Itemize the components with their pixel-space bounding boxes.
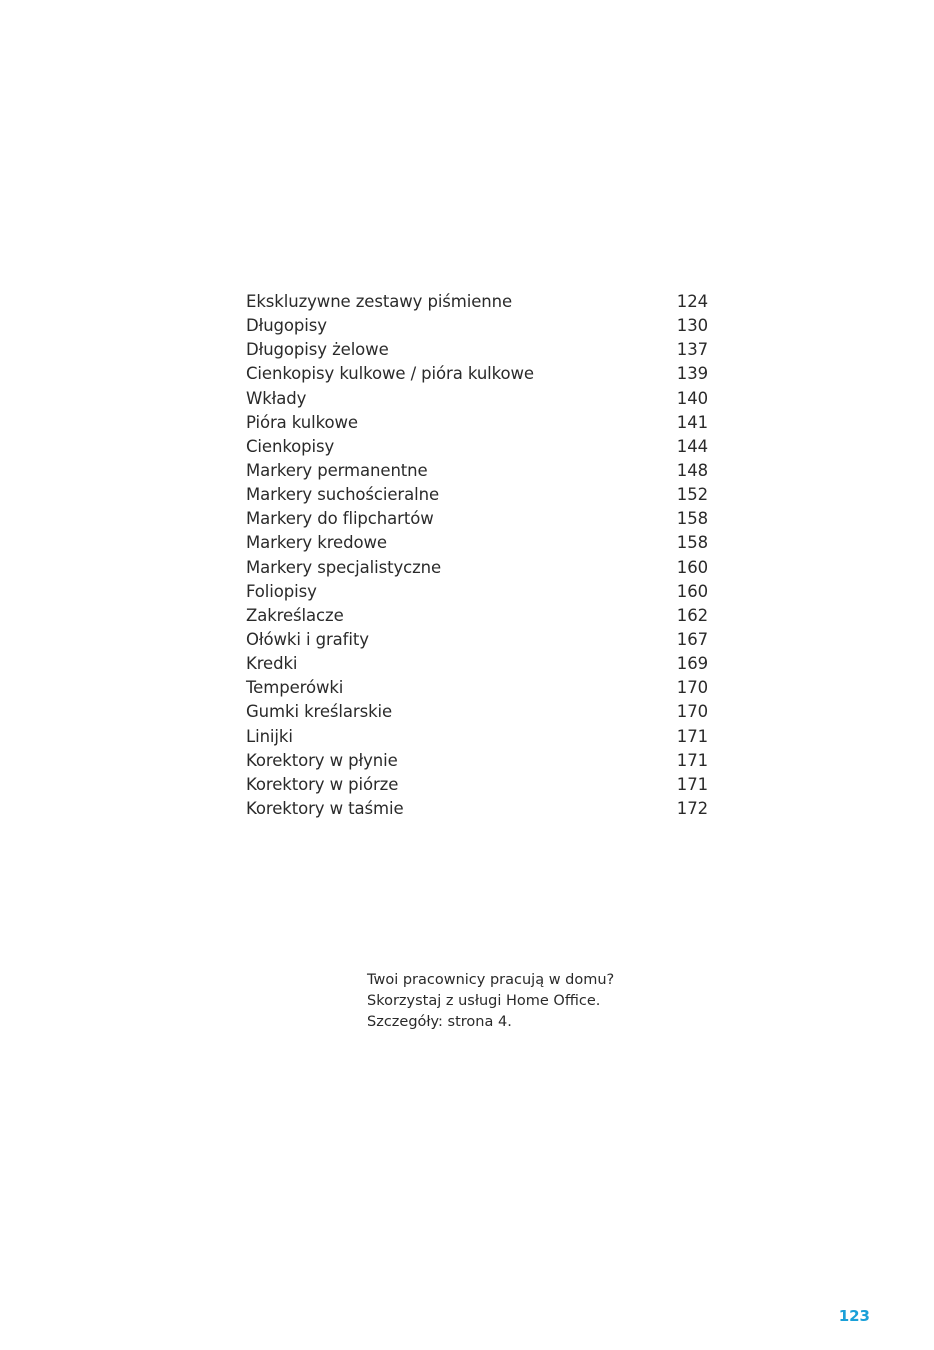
toc-entry bbox=[246, 507, 708, 531]
toc-entry-title: Korektory w taśmie bbox=[246, 798, 404, 818]
toc-entry bbox=[246, 531, 708, 555]
toc-entry-page: 169 bbox=[676, 654, 708, 674]
toc-entry-page: 148 bbox=[676, 460, 708, 480]
toc-entry bbox=[246, 290, 708, 314]
toc-entry-title: Długopisy żelowe bbox=[246, 340, 389, 360]
toc-entry-title: Korektory w płynie bbox=[246, 750, 398, 770]
toc-entry-page: 130 bbox=[676, 316, 708, 336]
toc-entry-page: 167 bbox=[676, 629, 708, 649]
home-office-notice bbox=[367, 970, 687, 1033]
toc-entry-title: Ekskluzywne zestawy piśmienne bbox=[246, 292, 513, 311]
toc-entry-title: Gumki kreślarskie bbox=[246, 702, 393, 722]
toc-entry-title: Cienkopisy bbox=[246, 436, 335, 456]
toc-entry-title: Markery do flipchartów bbox=[246, 509, 434, 529]
toc-entry-page: 171 bbox=[676, 750, 708, 770]
toc-entry bbox=[246, 700, 708, 724]
toc-entry-page: 144 bbox=[676, 436, 708, 456]
toc-entry-page: 158 bbox=[676, 509, 708, 529]
toc-entry-page: 124 bbox=[676, 292, 708, 311]
toc-entry-title: Cienkopisy kulkowe / pióra kulkowe bbox=[246, 364, 534, 384]
toc-entry bbox=[246, 725, 708, 749]
toc-entry-page: 139 bbox=[676, 364, 708, 384]
toc-entry bbox=[246, 676, 708, 700]
toc-entry-title: Markery suchościeralne bbox=[246, 485, 440, 505]
toc-entry bbox=[246, 362, 708, 386]
toc-entry bbox=[246, 483, 708, 507]
toc-entry-title: Długopisy bbox=[246, 316, 327, 336]
toc-entry-title: Markery permanentne bbox=[246, 460, 428, 480]
toc-entry-title: Temperówki bbox=[246, 678, 344, 698]
notice-line-1: Twoi pracownicy pracują w domu? bbox=[367, 972, 615, 988]
toc-entry-title: Markery specjalistyczne bbox=[246, 557, 442, 577]
toc-entry-title: Pióra kulkowe bbox=[246, 412, 358, 432]
toc-entry-page: 170 bbox=[676, 678, 708, 698]
toc-entry bbox=[246, 604, 708, 628]
toc-entry bbox=[246, 773, 708, 797]
toc-entry-page: 140 bbox=[676, 388, 708, 408]
toc-entry-title: Markery kredowe bbox=[246, 533, 387, 553]
toc-entry-title: Kredki bbox=[246, 654, 298, 674]
toc-entry bbox=[246, 749, 708, 773]
toc-entry bbox=[246, 556, 708, 580]
toc-entry bbox=[246, 387, 708, 411]
toc-entry-page: 170 bbox=[676, 702, 708, 722]
toc-entry bbox=[246, 314, 708, 338]
toc-entry-page: 152 bbox=[676, 485, 708, 505]
toc-entry bbox=[246, 459, 708, 483]
toc-entry-page: 172 bbox=[676, 798, 708, 818]
toc-entry-title: Ołówki i grafity bbox=[246, 629, 369, 649]
toc-entry bbox=[246, 338, 708, 362]
notice-line-3: Szczegóły: strona 4. bbox=[367, 1014, 512, 1030]
toc-entry-page: 171 bbox=[676, 774, 708, 794]
toc-entry-page: 137 bbox=[676, 340, 708, 360]
toc-entry bbox=[246, 628, 708, 652]
table-of-contents bbox=[246, 290, 708, 821]
toc-entry-page: 160 bbox=[676, 557, 708, 577]
toc-entry-page: 162 bbox=[676, 605, 708, 625]
toc-entry bbox=[246, 652, 708, 676]
toc-entry bbox=[246, 797, 708, 821]
toc-entry-title: Zakreślacze bbox=[246, 605, 344, 625]
toc-entry bbox=[246, 435, 708, 459]
toc-entry-page: 158 bbox=[676, 533, 708, 553]
toc-entry-title: Korektory w piórze bbox=[246, 774, 399, 794]
toc-entry-page: 171 bbox=[676, 726, 708, 746]
toc-entry bbox=[246, 580, 708, 604]
toc-entry-title: Foliopisy bbox=[246, 581, 317, 601]
page-number: 123 bbox=[838, 1307, 870, 1325]
toc-entry-page: 141 bbox=[676, 412, 708, 432]
notice-line-2: Skorzystaj z usługi Home Office. bbox=[367, 993, 601, 1009]
toc-entry bbox=[246, 411, 708, 435]
toc-entry-title: Wkłady bbox=[246, 388, 307, 408]
toc-entry-page: 160 bbox=[676, 581, 708, 601]
toc-entry-title: Linijki bbox=[246, 726, 293, 746]
